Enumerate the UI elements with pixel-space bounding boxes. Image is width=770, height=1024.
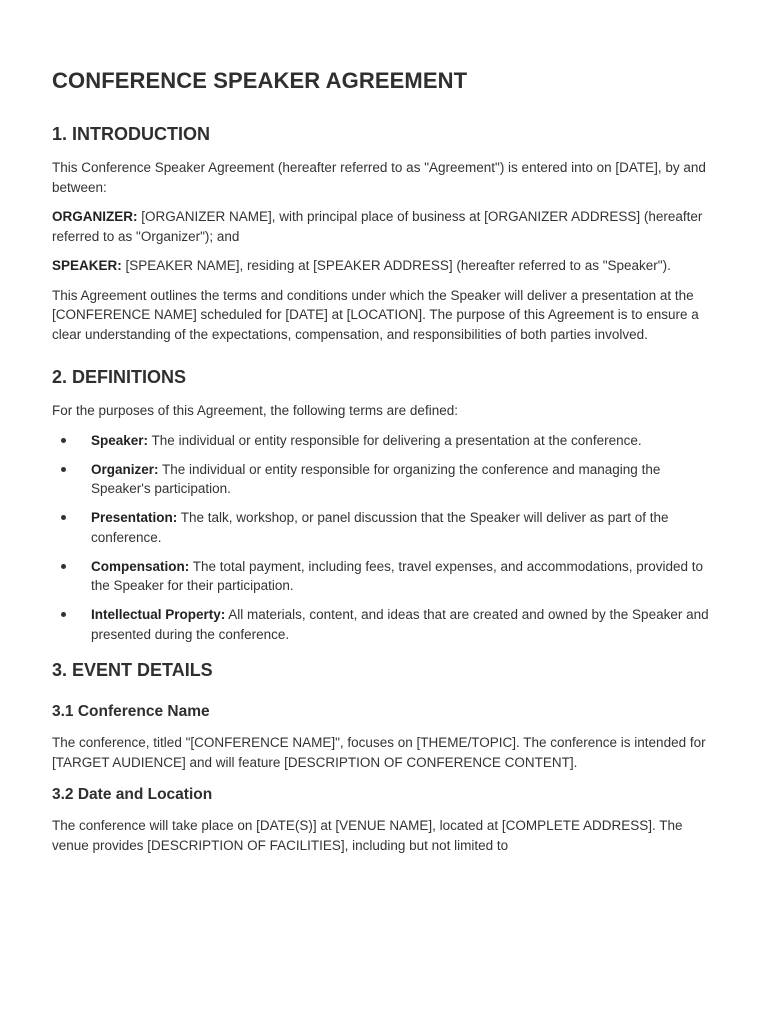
organizer-label: ORGANIZER: (52, 209, 138, 224)
bullet-icon (61, 467, 66, 472)
definition-text: All materials, content, and ideas that are created and owned by the Speaker and presented during the conference. (91, 607, 709, 642)
bullet-icon (61, 612, 66, 617)
definition-term: Organizer: (91, 461, 159, 477)
purpose-paragraph: This Agreement outlines the terms and conditions under which the Speaker will deliver a presentation at the [CONFERENCE NAME] scheduled for [DATE] at [LOCATION]. The purpose of this Agreement is to ensure a clear understanding of the expectations, compensation, and responsibilities of both parties involved. (52, 287, 699, 342)
section-heading-introduction: 1. INTRODUCTION (52, 124, 211, 144)
definitions-list (52, 431, 722, 645)
subsection-heading-conference-name: 3.1 Conference Name (52, 703, 210, 720)
list-item (52, 431, 722, 451)
list-item (52, 557, 722, 596)
subsection-heading-date-location: 3.2 Date and Location (52, 786, 213, 803)
definition-term: Intellectual Property: (91, 607, 226, 622)
definition-text: The individual or entity responsible for organizing the conference and managing the Speaker's participation. (91, 461, 661, 496)
date-location-paragraph: The conference will take place on [DATE(S)] at [VENUE NAME], located at [COMPLETE ADDRESS]. The venue provides [DESCRIPTION OF FACILITIES], including but not limited to (52, 818, 683, 853)
conference-name-paragraph: The conference, titled "[CONFERENCE NAME]", focuses on [THEME/TOPIC]. The conference is intended for [TARGET AUDIENCE] and will feature [DESCRIPTION OF CONFERENCE CONTENT]. (52, 735, 706, 770)
organizer-text: [ORGANIZER NAME], with principal place of business at [ORGANIZER ADDRESS] (hereafter referred to as "Organizer"); and (52, 209, 703, 244)
speaker-label: SPEAKER: (52, 258, 122, 273)
list-item (52, 460, 722, 499)
list-item (52, 605, 722, 644)
speaker-paragraph (52, 256, 722, 276)
definition-term: Speaker: (91, 432, 149, 448)
section-heading-definitions: 2. DEFINITIONS (52, 367, 187, 387)
list-item (52, 508, 722, 547)
bullet-icon (61, 515, 66, 520)
document-page (52, 68, 722, 865)
definition-term: Compensation: (91, 558, 190, 574)
bullet-icon (61, 438, 66, 443)
definition-text: The individual or entity responsible for delivering a presentation at the conference. (148, 432, 642, 448)
organizer-paragraph (52, 207, 722, 246)
definition-text: The talk, workshop, or panel discussion that the Speaker will deliver as part of the conference. (91, 510, 669, 545)
definition-term: Presentation: (91, 510, 178, 525)
document-title: CONFERENCE SPEAKER AGREEMENT (52, 68, 468, 93)
bullet-icon (61, 564, 66, 569)
intro-paragraph: This Conference Speaker Agreement (hereafter referred to as "Agreement") is entered into on [DATE], by and between: (52, 160, 706, 195)
definitions-lead: For the purposes of this Agreement, the following terms are defined: (52, 403, 458, 418)
speaker-text: [SPEAKER NAME], residing at [SPEAKER ADDRESS] (hereafter referred to as "Speaker"). (121, 258, 671, 273)
section-heading-event-details: 3. EVENT DETAILS (52, 660, 213, 680)
definition-text: The total payment, including fees, travel expenses, and accommodations, provided to the Speaker for their participation. (91, 558, 704, 593)
